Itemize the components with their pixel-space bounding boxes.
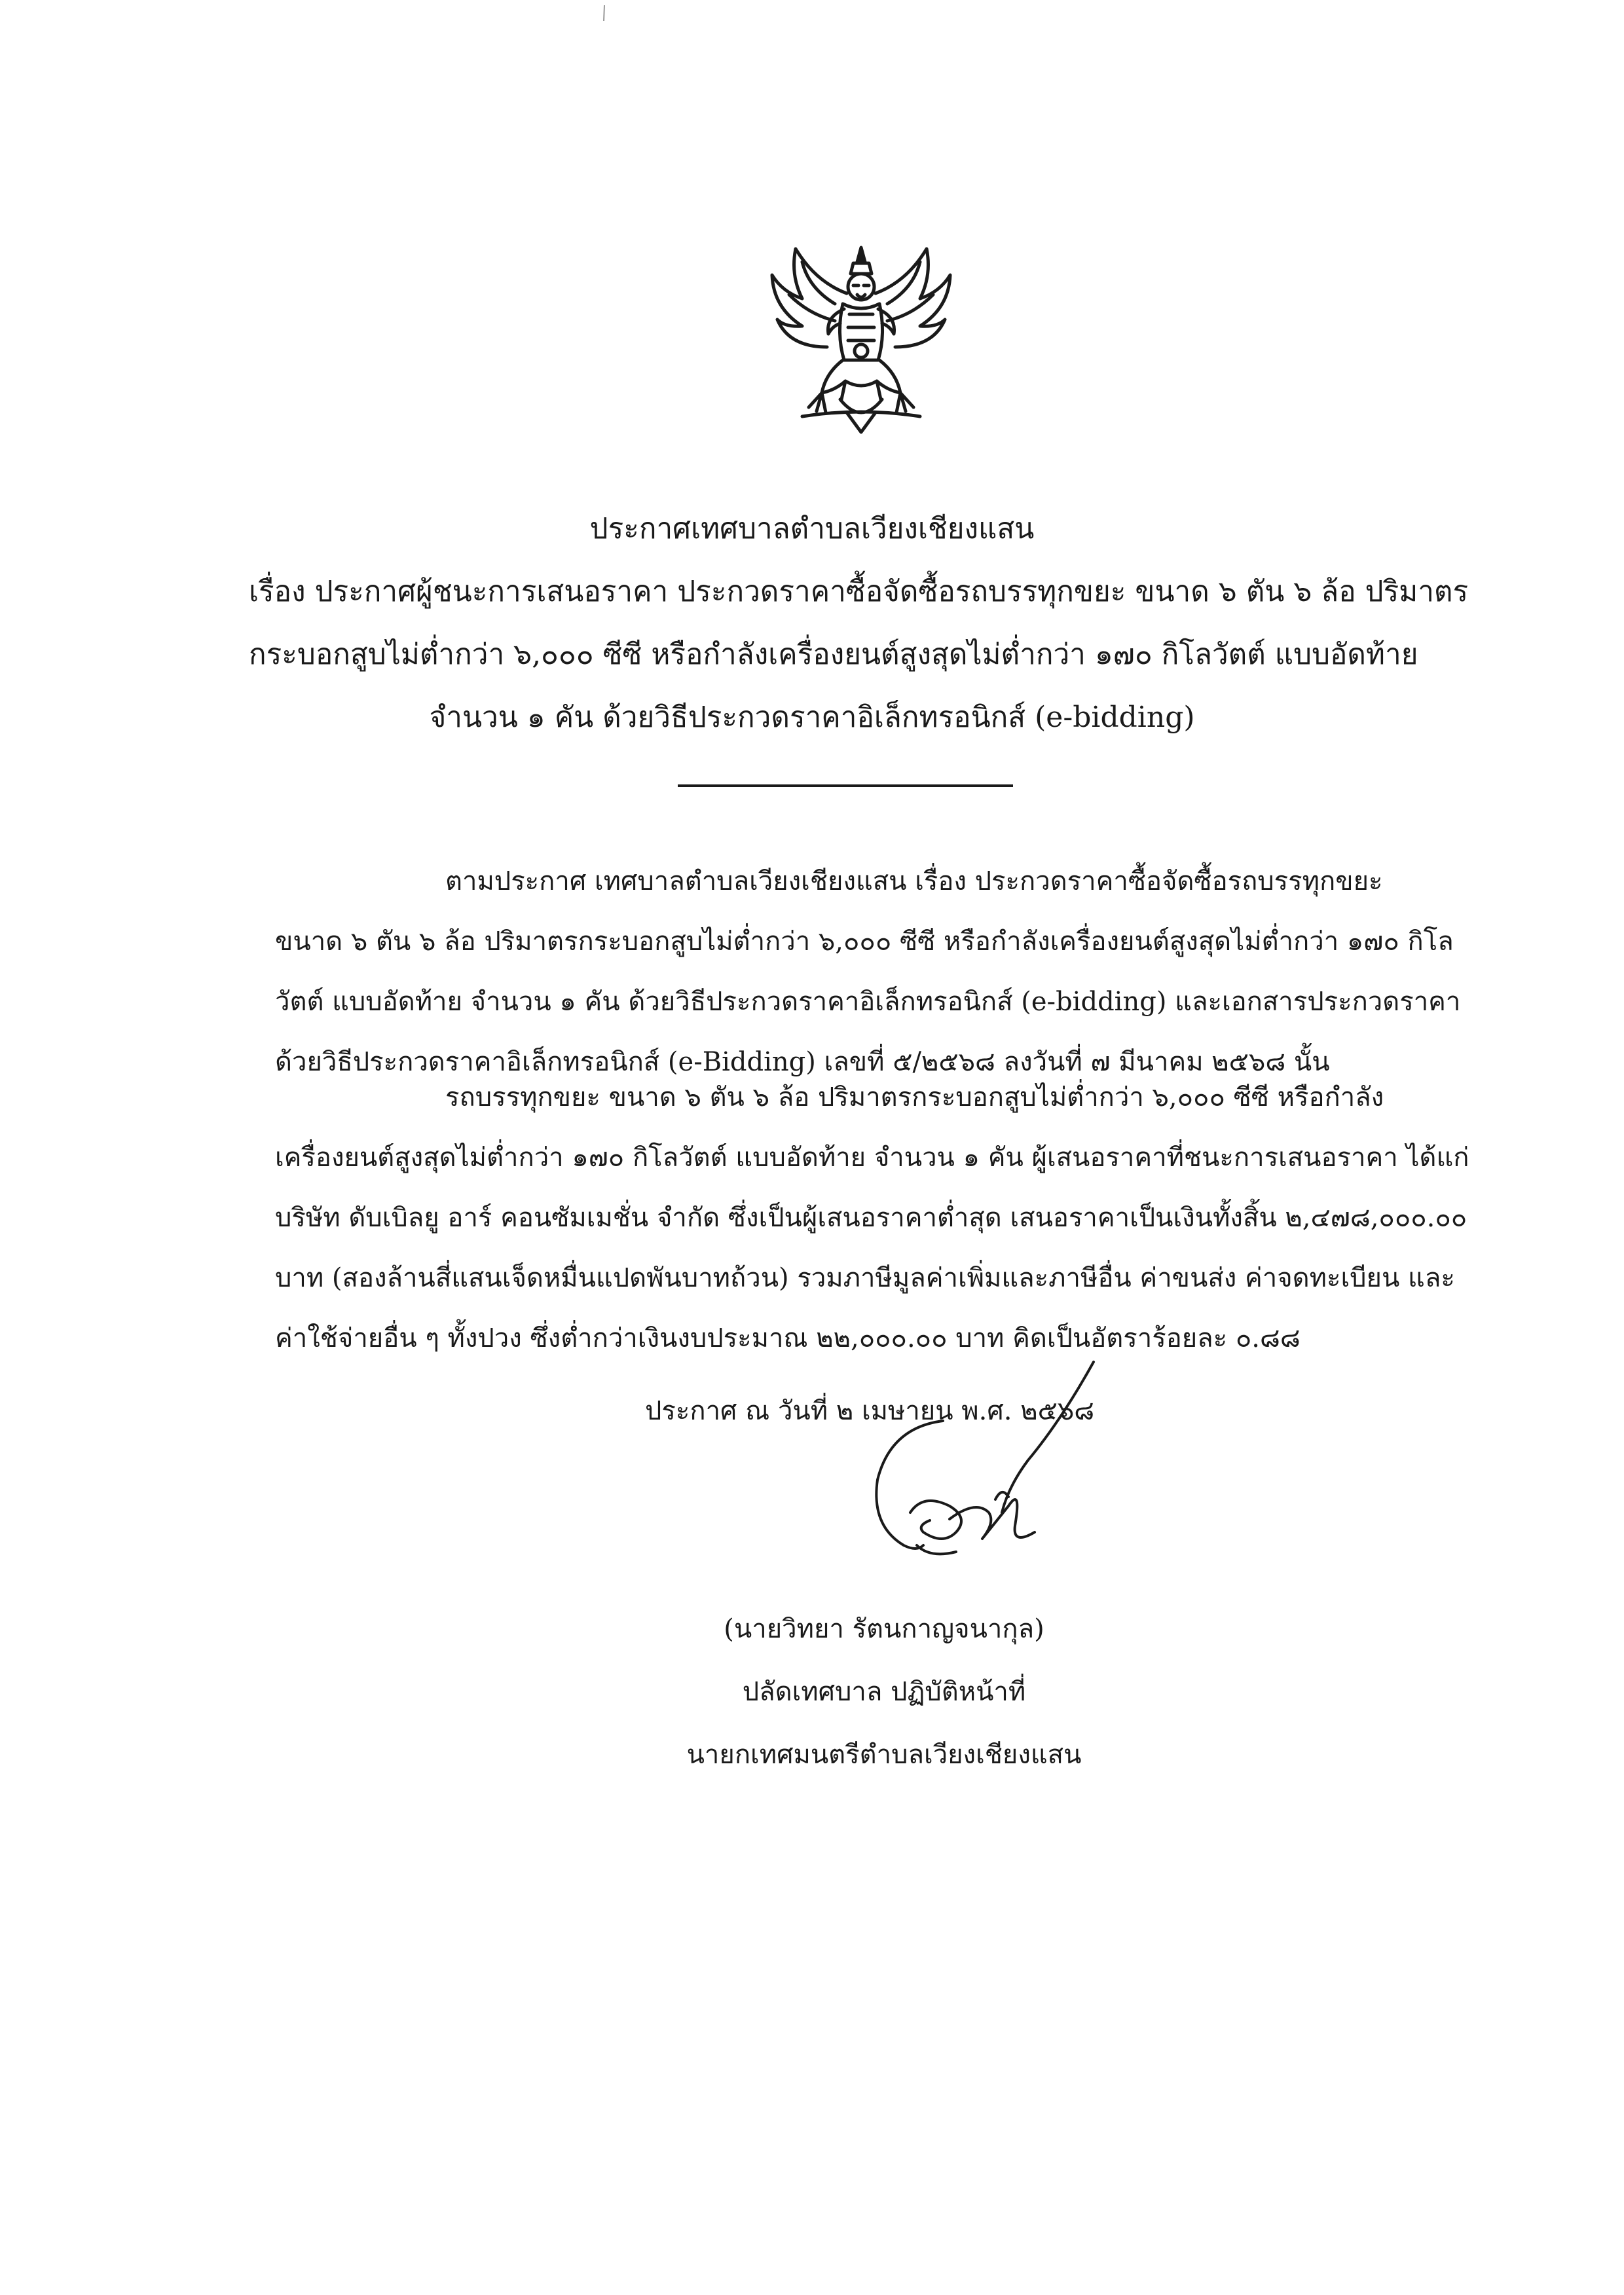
paragraph-line: ขนาด ๖ ตัน ๖ ล้อ ปริมาตรกระบอกสูบไม่ต่ำกว่า ๖,๐๐๐ ซีซี หรือกำลังเครื่องยนต์สูงสุดไม่ต่ำกว่า ๑๗๐ กิโล xyxy=(275,927,1454,957)
paragraph-line: ตามประกาศ เทศบาลตำบลเวียงเชียงแสน เรื่อง ประกวดราคาซื้อจัดซื้อรถบรรทุกขยะ xyxy=(445,866,1383,896)
announcement-header xyxy=(249,498,1469,749)
paragraph-1 xyxy=(249,851,1461,1092)
subject-line-3: จำนวน ๑ คัน ด้วยวิธีประกวดราคาอิเล็กทรอนิกส์ (e-bidding) xyxy=(429,701,1195,734)
signer-name: (นายวิทยา รัตนกาญจนากุล) xyxy=(724,1614,1044,1644)
announce-date: ประกาศ ณ วันที่ ๒ เมษายน พ.ศ. ๒๕๖๘ xyxy=(645,1396,1095,1426)
paragraph-line: ด้วยวิธีประกวดราคาอิเล็กทรอนิกส์ (e-Bidding) เลขที่ ๕/๒๕๖๘ ลงวันที่ ๗ มีนาคม ๒๕๖๘ นั้น xyxy=(275,1047,1330,1077)
signer-office: นายกเทศมนตรีตำบลเวียงเชียงแสน xyxy=(686,1740,1082,1770)
handwritten-signature xyxy=(812,1349,1153,1611)
signer-block xyxy=(655,1598,1113,1786)
subject-line-1: เรื่อง ประกาศผู้ชนะการเสนอราคา ประกวดราคาซื้อจัดซื้อรถบรรทุกขยะ ขนาด ๖ ตัน ๖ ล้อ ปริมาตร xyxy=(249,575,1469,608)
scan-artifact xyxy=(602,5,606,21)
paragraph-line: วัตต์ แบบอัดท้าย จำนวน ๑ คัน ด้วยวิธีประกวดราคาอิเล็กทรอนิกส์ (e-bidding) และเอกสารประกวดราคา xyxy=(275,987,1461,1017)
paragraph-2 xyxy=(249,1067,1469,1368)
paragraph-line: รถบรรทุกขยะ ขนาด ๖ ตัน ๖ ล้อ ปริมาตรกระบอกสูบไม่ต่ำกว่า ๖,๐๐๐ ซีซี หรือกำลัง xyxy=(445,1082,1384,1112)
header-divider xyxy=(678,784,1013,787)
paragraph-line: ค่าใช้จ่ายอื่น ๆ ทั้งปวง ซึ่งต่ำกว่าเงินงบประมาณ ๒๒,๐๐๐.๐๐ บาท คิดเป็นอัตราร้อยละ ๐.๘๘ xyxy=(275,1323,1301,1353)
signer-position: ปลัดเทศบาล ปฏิบัติหน้าที่ xyxy=(742,1677,1026,1707)
paragraph-line: เครื่องยนต์สูงสุดไม่ต่ำกว่า ๑๗๐ กิโลวัตต์ แบบอัดท้าย จำนวน ๑ คัน ผู้เสนอราคาที่ชนะการเสนอราคา ได้แก่ xyxy=(275,1143,1469,1173)
announcement-title: ประกาศเทศบาลตำบลเวียงเชียงแสน xyxy=(589,512,1035,545)
paragraph-line: บาท (สองล้านสี่แสนเจ็ดหมื่นแปดพันบาทถ้วน) รวมภาษีมูลค่าเพิ่มและภาษีอื่น ค่าขนส่ง ค่าจดทะเบียน และ xyxy=(275,1263,1455,1293)
paragraph-line: บริษัท ดับเบิลยู อาร์ คอนซัมเมชั่น จำกัด ซึ่งเป็นผู้เสนอราคาต่ำสุด เสนอราคาเป็นเงินทั้งสิ้น ๒,๔๗๘,๐๐๐.๐๐ xyxy=(275,1203,1467,1233)
subject-line-2: กระบอกสูบไม่ต่ำกว่า ๖,๐๐๐ ซีซี หรือกำลังเครื่องยนต์สูงสุดไม่ต่ำกว่า ๑๗๐ กิโลวัตต์ แบบอัดท้าย xyxy=(249,638,1418,671)
garuda-emblem-icon xyxy=(763,236,959,439)
